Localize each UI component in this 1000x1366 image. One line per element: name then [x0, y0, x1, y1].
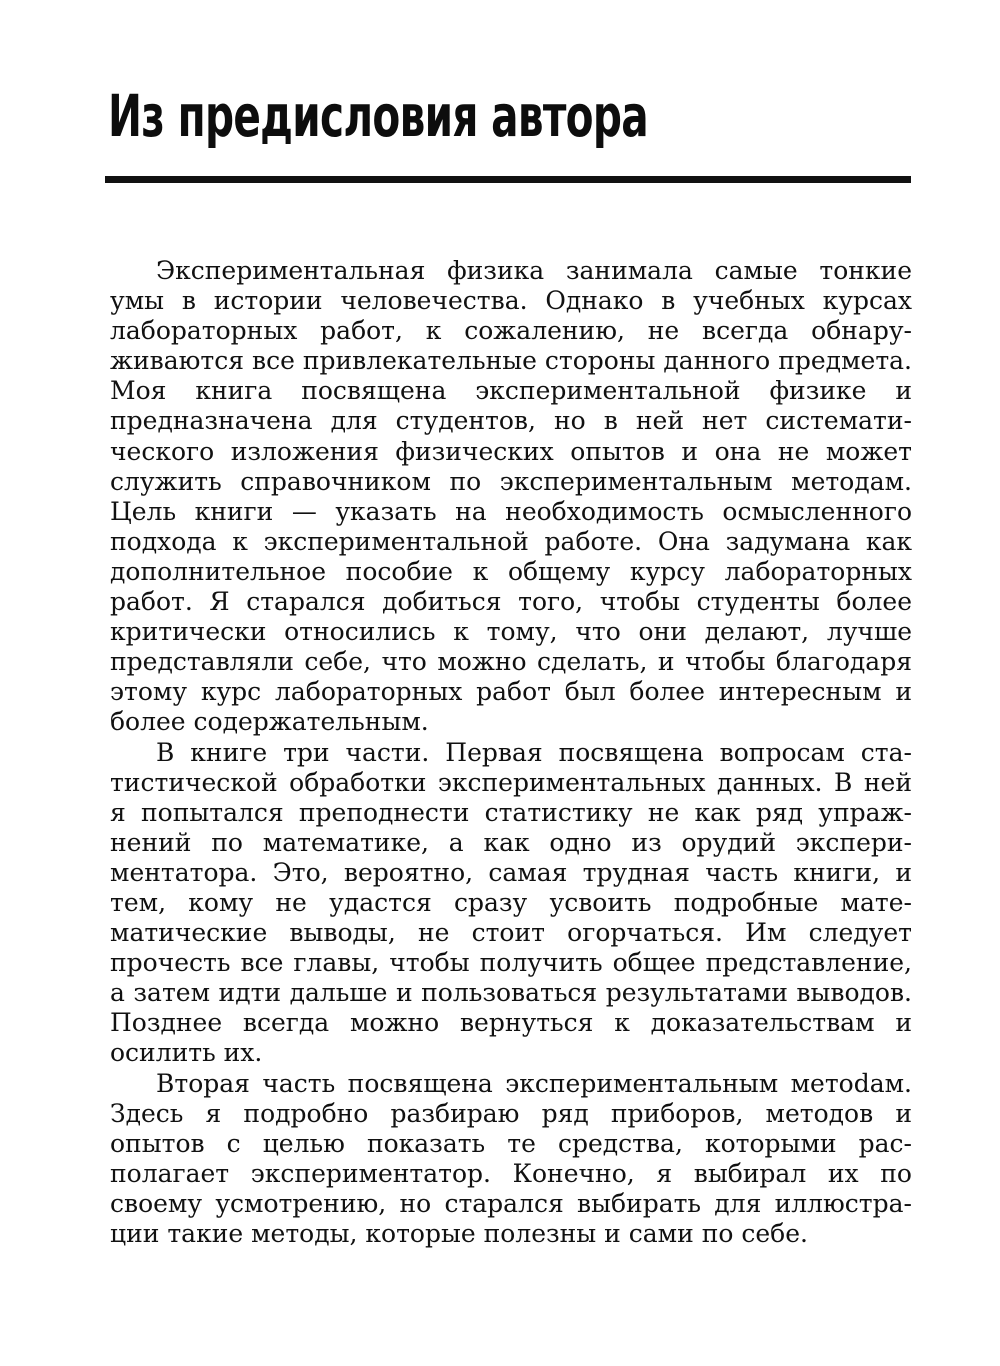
- paragraph: Вторая часть посвящена экспериментальным метоdам. Здесь я подробно разбираю ряд приборов, методов и опытов с целью показать те средства, которыми располагает экспериментатор. Конечно, я выбирал их по своему усмотрению, но старался выбирать для иллюстрации такие методы, которые полезны и сами по себе.: [110, 1068, 912, 1248]
- title-rule: [105, 176, 911, 183]
- paragraph: Экспериментальная физика занимала самые тонкие умы в истории человечества. Однако в учебных курсах лабораторных работ, к сожалению, не всегда обнаруживаются все привлекательные стороны данного предмета. Моя книга посвящена экспериментальной физике и предназначена для студентов, но в ней нет систематического изложения физических опытов и она не может служить справочником по экспериментальным методам. Цель книги — указать на необходимость осмысленного подхода к экспериментальной работе. Она задумана как дополнительное пособие к общему курсу лабораторных работ. Я старался добиться того, чтобы студенты более критически относились к тому, что они делают, лучше представляли себе, что можно сделать, и чтобы благодаря этому курс лабораторных работ был более интересным и более содержательным.: [110, 256, 912, 737]
- paragraph: В книге три части. Первая посвящена вопросам статистической обработки экспериментальных данных. В ней я попытался преподнести статистику не как ряд упражнений по математике, а как одно из орудий экспериментатора. Это, вероятно, самая трудная часть книги, и тем, кому не удастся сразу усвоить подробные математические выводы, не стоит огорчаться. Им следует прочесть все главы, чтобы получить общее представление, а затем идти дальше и пользоваться результатами выводов. Позднее всегда можно вернуться к доказательствам и осилить их.: [110, 737, 912, 1068]
- page-title: Из предисловия автора: [108, 82, 648, 150]
- body-text: [110, 256, 912, 1249]
